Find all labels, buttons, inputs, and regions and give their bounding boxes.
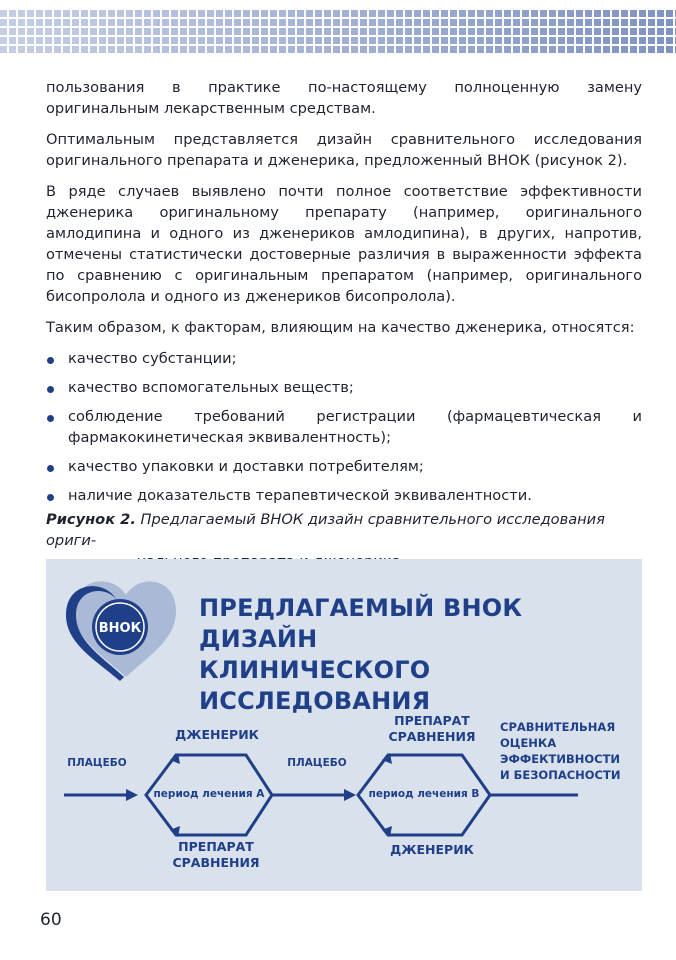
generic-label: ДЖЕНЕРИК — [390, 842, 474, 857]
list-item — [46, 456, 642, 477]
list-item — [46, 406, 642, 448]
caption-text: Предлагаемый ВНОК дизайн сравнительного исследования ориги- — [46, 511, 605, 549]
list-item-text: соблюдение требований регистрации (фармацевтическая и фармакокинетическая эквивалентность); — [68, 408, 642, 446]
list-item — [46, 348, 642, 369]
comparator-line: ПРЕПАРАТ — [178, 839, 254, 854]
figure-title — [199, 593, 639, 717]
outcome-label — [500, 719, 640, 783]
paragraph: В ряде случаев выявлено почти полное соответствие эффективности дженерика оригинальному препарату (например, оригинального амлодипина и одного из дженериков амлодипина), в других, напротив, отмечены статистически достоверные различия в выраженности эффекта по сравнению с оригинальным препаратом (например, оригинального бисопролола и одного из дженериков бисопролола). — [46, 183, 642, 305]
paragraph: Оптимальным представляется дизайн сравнительного исследования оригинального препарата и дженерика, предложенный ВНОК (рисунок 2). — [46, 131, 642, 169]
placebo-label: ПЛАЦЕБО — [287, 757, 347, 769]
list-item — [46, 485, 642, 506]
placebo-arrow-2 — [272, 789, 356, 801]
bullet-icon — [47, 465, 54, 472]
body-text — [46, 77, 642, 514]
list-item-text: качество субстанции; — [68, 350, 237, 367]
placebo-arrow-1 — [64, 789, 138, 801]
period-a-label: период лечения А — [153, 788, 265, 800]
generic-label: ДЖЕНЕРИК — [175, 727, 259, 742]
figure-title-line: КЛИНИЧЕСКОГО ИССЛЕДОВАНИЯ — [199, 656, 431, 715]
comparator-label — [372, 713, 492, 745]
bullet-icon — [47, 386, 54, 393]
placebo-label: ПЛАЦЕБО — [67, 757, 127, 769]
outcome-line: СРАВНИТЕЛЬНАЯ — [500, 720, 616, 734]
study-design-figure — [46, 559, 642, 891]
comparator-label — [156, 839, 276, 871]
figure-title-line: ПРЕДЛАГАЕМЫЙ ВНОК ДИЗАЙН — [199, 594, 523, 653]
list-item-text: качество вспомогательных веществ; — [68, 379, 354, 396]
paragraph: пользования в практике по-настоящему полноценную замену оригинальным лекарственным средствам. — [46, 79, 642, 117]
list-item-text: наличие доказательств терапевтической эквивалентности. — [68, 487, 532, 504]
bullet-icon — [47, 357, 54, 364]
list-item — [46, 377, 642, 398]
logo-text: ВНОК — [98, 621, 142, 636]
bullet-icon — [47, 494, 54, 501]
comparator-line: СРАВНЕНИЯ — [172, 855, 260, 870]
list-item-text: качество упаковки и доставки потребителям; — [68, 458, 424, 475]
factor-list — [46, 348, 642, 506]
outcome-line: ЭФФЕКТИВНОСТИ — [500, 752, 621, 766]
caption-label: Рисунок 2. — [46, 511, 136, 528]
outcome-line: ОЦЕНКА — [500, 736, 557, 750]
bullet-icon — [47, 415, 54, 422]
header-pattern — [0, 10, 676, 54]
period-b-label: период лечения В — [368, 788, 480, 800]
page-number: 60 — [40, 910, 62, 930]
comparator-line: СРАВНЕНИЯ — [388, 729, 476, 744]
paragraph: Таким образом, к факторам, влияющим на качество дженерика, относятся: — [46, 319, 635, 336]
comparator-line: ПРЕПАРАТ — [394, 713, 470, 728]
outcome-line: И БЕЗОПАСНОСТИ — [500, 768, 621, 782]
